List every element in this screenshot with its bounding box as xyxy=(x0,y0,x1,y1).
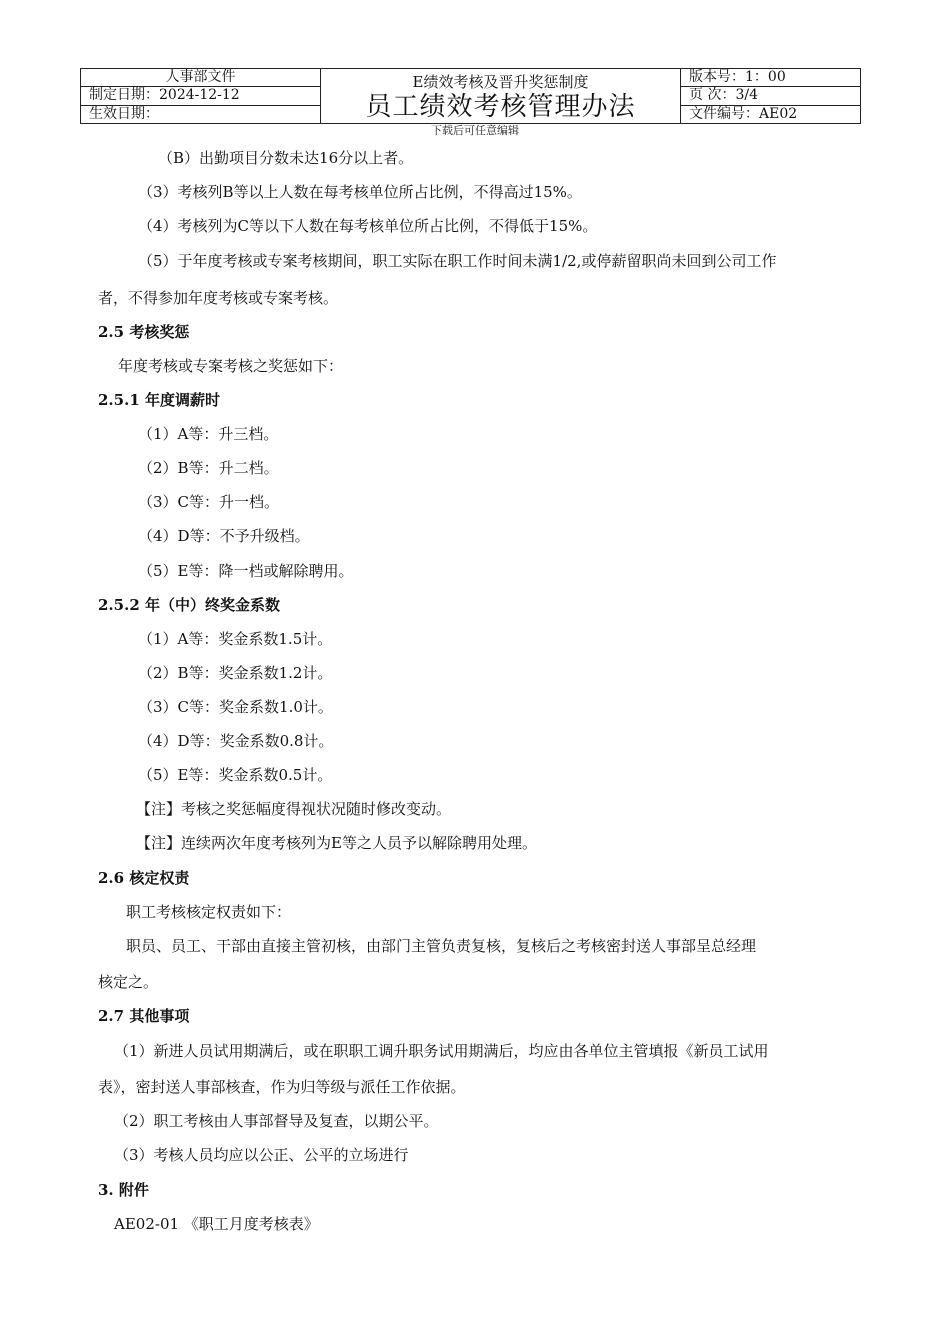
list-item: （3）C等：奖金系数1.0计。 xyxy=(138,698,333,716)
note-line: 【注】连续两次年度考核列为E等之人员予以解除聘用处理。 xyxy=(136,834,537,852)
document-title: 员工绩效考核管理办法 xyxy=(365,92,636,122)
paragraph-line: 表》，密封送人事部核查，作为归等级与派任工作依据。 xyxy=(98,1078,466,1096)
section-heading: 2.5.2 年（中）终奖金系数 xyxy=(98,596,280,614)
section-heading: 2.5 考核奖惩 xyxy=(98,323,190,341)
paragraph-line: （B）出勤项目分数未达16分以上者。 xyxy=(158,149,414,167)
page-cell: 页 次：3/4 xyxy=(681,87,861,105)
paragraph-line: （5）于年度考核或专案考核期间，职工实际在职工作时间未满1/2,或停薪留职尚未回到公司工作 xyxy=(138,252,777,270)
paragraph-line: 职员、员工、干部由直接主管初核，由部门主管负责复核，复核后之考核密封送人事部呈总经理 xyxy=(126,937,757,955)
list-item: （2）B等：奖金系数1.2计。 xyxy=(138,664,333,682)
made-date-cell: 制定日期：2024-12-12 xyxy=(81,87,321,105)
paragraph-line: 核定之。 xyxy=(98,973,159,991)
doc-no-cell: 文件编号：AE02 xyxy=(681,105,861,123)
list-item: （4）D等：不予升级档。 xyxy=(138,527,310,545)
note-line: 【注】考核之奖惩幅度得视状况随时修改变动。 xyxy=(136,800,452,818)
section-heading: 2.6 核定权责 xyxy=(98,869,190,887)
paragraph-line: （3）考核列B等以上人数在每考核单位所占比例，不得高过15%。 xyxy=(138,183,582,201)
paragraph-line: 职工考核核定权责如下： xyxy=(126,903,292,921)
list-item: （4）D等：奖金系数0.8计。 xyxy=(138,732,334,750)
effective-date-cell: 生效日期： xyxy=(81,105,321,123)
paragraph-line: （1）新进人员试用期满后，或在职职工调升职务试用期满后，均应由各单位主管填报《新员工试用 xyxy=(114,1042,769,1060)
paragraph-line: （2）职工考核由人事部督导及复查，以期公平。 xyxy=(114,1112,439,1130)
list-item: （3）C等：升一档。 xyxy=(138,493,280,511)
list-item: （5）E等：奖金系数0.5计。 xyxy=(138,766,333,784)
dept-file-cell: 人事部文件 xyxy=(81,69,321,87)
paragraph-line: （3）考核人员均应以公正、公平的立场进行 xyxy=(114,1146,409,1164)
list-item: （1）A等：奖金系数1.5计。 xyxy=(138,630,333,648)
list-item: （5）E等：降一档或解除聘用。 xyxy=(138,562,354,580)
version-cell: 版本号：1：00 xyxy=(681,69,861,87)
document-header-table xyxy=(80,68,861,124)
paragraph-line: （4）考核列为C等以下人数在每考核单位所占比例，不得低于15%。 xyxy=(138,217,598,235)
section-heading: 2.5.1 年度调薪时 xyxy=(98,391,220,409)
list-item: （1）A等：升三档。 xyxy=(138,425,279,443)
section-heading: 3. 附件 xyxy=(98,1181,149,1199)
download-tip: 下载后可任意编辑 xyxy=(431,124,519,137)
attachment-line: AE02-01 《职工月度考核表》 xyxy=(114,1215,319,1233)
document-subtitle: E绩效考核及晋升奖惩制度 xyxy=(412,73,589,91)
list-item: （2）B等：升二档。 xyxy=(138,459,279,477)
paragraph-line: 者，不得参加年度考核或专案考核。 xyxy=(98,289,339,307)
section-heading: 2.7 其他事项 xyxy=(98,1007,190,1025)
title-cell xyxy=(321,69,681,124)
paragraph-line: 年度考核或专案考核之奖惩如下： xyxy=(118,357,344,375)
